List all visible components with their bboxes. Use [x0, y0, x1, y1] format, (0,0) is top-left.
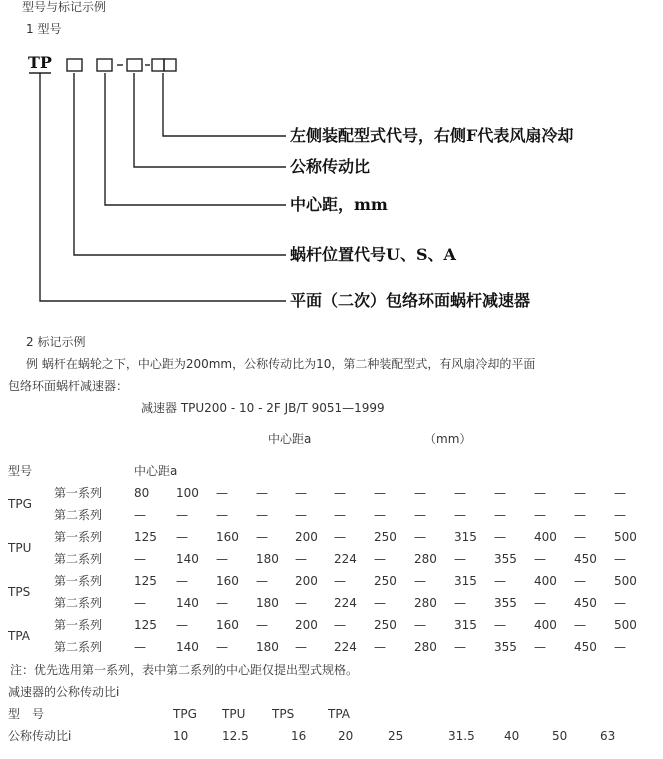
series-cell: 第一系列	[54, 530, 103, 544]
value-cell: —	[374, 508, 386, 522]
value-cell: 224	[334, 640, 357, 654]
value-cell: —	[295, 596, 307, 610]
value-cell: —	[414, 508, 426, 522]
model-cell: TPG	[8, 497, 32, 511]
ratio-value-cell: 10	[173, 729, 189, 743]
value-cell: —	[176, 530, 188, 544]
example-line-2: 包络环面蜗杆减速器：	[8, 379, 129, 393]
value-cell: —	[216, 486, 228, 500]
series-cell: 第二系列	[54, 508, 103, 522]
label-assembly-type: 左侧装配型式代号，右侧F代表风扇冷却	[290, 126, 574, 145]
model-cell: TPU	[8, 541, 32, 555]
table-unit: （mm）	[424, 432, 472, 446]
value-cell: 160	[216, 574, 239, 588]
value-cell: —	[295, 486, 307, 500]
value-cell: —	[256, 618, 268, 632]
value-cell: —	[176, 508, 188, 522]
model-cell: TPA	[8, 629, 31, 643]
value-cell: 250	[374, 574, 397, 588]
value-cell: 224	[334, 552, 357, 566]
value-cell: —	[134, 640, 146, 654]
value-cell: 315	[454, 530, 477, 544]
section-title: 型号与标记示例	[22, 0, 107, 14]
value-cell: —	[414, 574, 426, 588]
value-cell: 450	[574, 552, 597, 566]
box-worm-position	[67, 59, 82, 71]
value-cell: —	[176, 574, 188, 588]
value-cell: 250	[374, 618, 397, 632]
ratio-header-label: 型 号	[8, 707, 45, 721]
table-title: 中心距a	[268, 432, 312, 446]
value-cell: 500	[614, 530, 637, 544]
series-cell: 第一系列	[54, 486, 103, 500]
ratio-value-cell: 16	[291, 729, 307, 743]
value-cell: —	[534, 640, 546, 654]
value-cell: —	[454, 640, 466, 654]
value-cell: —	[614, 508, 626, 522]
value-cell: 160	[216, 618, 239, 632]
value-cell: —	[494, 530, 506, 544]
value-cell: —	[494, 618, 506, 632]
value-cell: —	[176, 618, 188, 632]
value-cell: —	[334, 508, 346, 522]
subsection-model-heading: 1 型号	[26, 22, 62, 36]
value-cell: —	[374, 486, 386, 500]
ratio-model-cell: TPU	[222, 707, 246, 721]
ratio-value-cell: 50	[552, 729, 568, 743]
ratio-value-cell: 20	[338, 729, 354, 743]
box-ratio	[127, 59, 142, 71]
value-cell: 125	[134, 574, 157, 588]
box-assembly-right	[164, 59, 176, 71]
series-cell: 第一系列	[54, 574, 103, 588]
value-cell: —	[256, 508, 268, 522]
value-cell: 100	[176, 486, 199, 500]
value-cell: 200	[295, 574, 318, 588]
model-designation-diagram	[16, 49, 622, 323]
ratio-model-cell: TPG	[173, 707, 197, 721]
value-cell: 224	[334, 596, 357, 610]
ratio-row-label: 公称传动比i	[8, 729, 72, 743]
value-cell: —	[374, 552, 386, 566]
designation-lines	[16, 49, 622, 323]
value-cell: —	[614, 552, 626, 566]
label-worm-position: 蜗杆位置代号U、S、A	[290, 245, 456, 264]
series-cell: 第二系列	[54, 552, 103, 566]
value-cell: —	[574, 618, 586, 632]
value-cell: —	[295, 552, 307, 566]
value-cell: —	[534, 596, 546, 610]
value-cell: 140	[176, 552, 199, 566]
series-cell: 第二系列	[54, 640, 103, 654]
table-note: 注：优先选用第一系列，表中第二系列的中心距仅提出型式规格。	[10, 663, 359, 677]
value-cell: —	[414, 530, 426, 544]
ratio-value-cell: 31.5	[448, 729, 475, 743]
value-cell: 280	[414, 596, 437, 610]
model-cell: TPS	[8, 585, 31, 599]
value-cell: 250	[374, 530, 397, 544]
value-cell: 450	[574, 640, 597, 654]
ratio-value-cell: 25	[388, 729, 404, 743]
value-cell: 200	[295, 618, 318, 632]
leader-assembly	[163, 73, 286, 136]
value-cell: —	[256, 530, 268, 544]
value-cell: 500	[614, 618, 637, 632]
value-cell: —	[134, 552, 146, 566]
value-cell: 80	[134, 486, 150, 500]
value-cell: —	[494, 508, 506, 522]
diagram-prefix: TP	[28, 53, 52, 72]
header-center-distance: 中心距a	[134, 464, 178, 478]
value-cell: 140	[176, 640, 199, 654]
value-cell: —	[414, 486, 426, 500]
leader-ratio	[134, 73, 286, 167]
value-cell: 355	[494, 640, 517, 654]
value-cell: —	[454, 596, 466, 610]
value-cell: —	[534, 486, 546, 500]
value-cell: 180	[256, 596, 279, 610]
value-cell: 160	[216, 530, 239, 544]
value-cell: —	[334, 530, 346, 544]
value-cell: —	[374, 596, 386, 610]
series-cell: 第一系列	[54, 618, 103, 632]
leader-center-distance	[105, 73, 286, 205]
box-assembly-left	[152, 59, 164, 71]
label-center-distance: 中心距，mm	[290, 195, 388, 214]
value-cell: 280	[414, 552, 437, 566]
value-cell: —	[614, 596, 626, 610]
value-cell: —	[216, 596, 228, 610]
ratio-value-cell: 12.5	[222, 729, 249, 743]
value-cell: 200	[295, 530, 318, 544]
value-cell: —	[454, 552, 466, 566]
value-cell: —	[334, 618, 346, 632]
example-line-1: 例 蜗杆在蜗轮之下，中心距为200mm，公称传动比为10，第二种装配型式，有风扇冷却的平面	[26, 357, 536, 371]
value-cell: —	[574, 530, 586, 544]
value-cell: —	[534, 552, 546, 566]
value-cell: 400	[534, 530, 557, 544]
ratio-model-cell: TPS	[272, 707, 295, 721]
value-cell: 450	[574, 596, 597, 610]
value-cell: —	[256, 486, 268, 500]
ratio-title: 减速器的公称传动比i	[8, 685, 120, 699]
value-cell: 400	[534, 574, 557, 588]
value-cell: 125	[134, 618, 157, 632]
ratio-value-cell: 63	[600, 729, 616, 743]
value-cell: —	[334, 574, 346, 588]
header-model: 型号	[8, 464, 33, 478]
series-cell: 第二系列	[54, 596, 103, 610]
value-cell: 355	[494, 552, 517, 566]
ratio-model-cell: TPA	[328, 707, 351, 721]
subsection-marking-heading: 2 标记示例	[26, 335, 86, 349]
value-cell: 500	[614, 574, 637, 588]
value-cell: 355	[494, 596, 517, 610]
value-cell: —	[574, 508, 586, 522]
ratio-value-cell: 40	[504, 729, 520, 743]
value-cell: —	[614, 640, 626, 654]
value-cell: —	[454, 508, 466, 522]
label-nominal-ratio: 公称传动比	[290, 157, 371, 176]
label-reducer-type: 平面（二次）包络环面蜗杆减速器	[290, 291, 531, 310]
value-cell: —	[414, 618, 426, 632]
value-cell: —	[454, 486, 466, 500]
example-marking: 减速器 TPU200 - 10 - 2F JB/T 9051—1999	[141, 401, 385, 415]
value-cell: 280	[414, 640, 437, 654]
value-cell: —	[256, 574, 268, 588]
box-center-distance	[97, 59, 112, 71]
value-cell: —	[295, 640, 307, 654]
value-cell: —	[216, 552, 228, 566]
value-cell: —	[534, 508, 546, 522]
value-cell: —	[374, 640, 386, 654]
value-cell: —	[574, 486, 586, 500]
value-cell: 125	[134, 530, 157, 544]
value-cell: —	[494, 486, 506, 500]
value-cell: 315	[454, 574, 477, 588]
value-cell: 180	[256, 640, 279, 654]
leader-worm-position	[74, 73, 286, 255]
value-cell: 315	[454, 618, 477, 632]
value-cell: —	[334, 486, 346, 500]
value-cell: —	[614, 486, 626, 500]
value-cell: 140	[176, 596, 199, 610]
value-cell: 400	[534, 618, 557, 632]
value-cell: —	[216, 640, 228, 654]
value-cell: —	[574, 574, 586, 588]
value-cell: —	[216, 508, 228, 522]
value-cell: 180	[256, 552, 279, 566]
value-cell: —	[134, 508, 146, 522]
value-cell: —	[295, 508, 307, 522]
value-cell: —	[494, 574, 506, 588]
value-cell: —	[134, 596, 146, 610]
